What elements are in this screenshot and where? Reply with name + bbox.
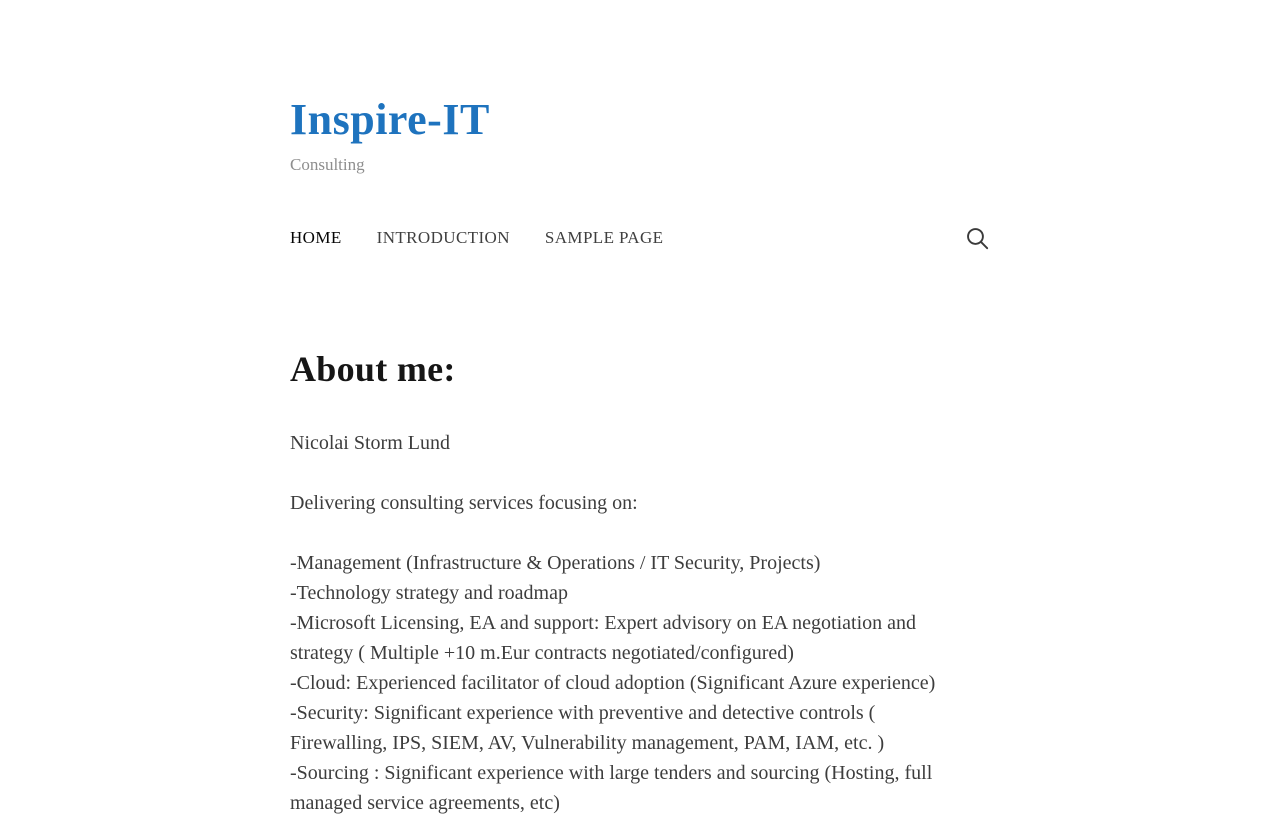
entry-content <box>290 428 990 818</box>
page-title: About me: <box>290 349 456 390</box>
services-list <box>290 548 990 818</box>
service-line: -Sourcing : Significant experience with large tenders and sourcing (Hosting, full <box>290 762 933 785</box>
service-line: -Security: Significant experience with preventive and detective controls ( <box>290 702 876 725</box>
service-line: Firewalling, IPS, SIEM, AV, Vulnerability management, PAM, IAM, etc. ) <box>290 732 885 755</box>
page-container <box>290 0 990 818</box>
search-icon <box>964 225 991 252</box>
main-nav <box>290 223 990 253</box>
nav-item-home[interactable]: HOME <box>290 228 342 248</box>
service-line: -Management (Infrastructure & Operations / IT Security, Projects) <box>290 552 821 575</box>
service-line: -Cloud: Experienced facilitator of cloud adoption (Significant Azure experience) <box>290 672 936 695</box>
service-line: managed service agreements, etc) <box>290 792 560 815</box>
service-line: strategy ( Multiple +10 m.Eur contracts negotiated/configured) <box>290 642 794 665</box>
site-header <box>290 96 990 253</box>
intro-name: Nicolai Storm Lund <box>290 432 450 455</box>
nav-item-introduction[interactable]: INTRODUCTION <box>376 228 510 248</box>
site-title <box>290 96 990 144</box>
main-content <box>290 349 990 818</box>
service-line: -Technology strategy and roadmap <box>290 582 568 605</box>
intro-lead: Delivering consulting services focusing on: <box>290 492 638 515</box>
site-title-link[interactable]: Inspire-IT <box>290 95 490 144</box>
service-line: -Microsoft Licensing, EA and support: Expert advisory on EA negotiation and <box>290 612 916 635</box>
site-tagline: Consulting <box>290 155 365 175</box>
nav-item-sample-page[interactable]: SAMPLE PAGE <box>544 228 664 248</box>
search-button[interactable] <box>960 221 994 255</box>
